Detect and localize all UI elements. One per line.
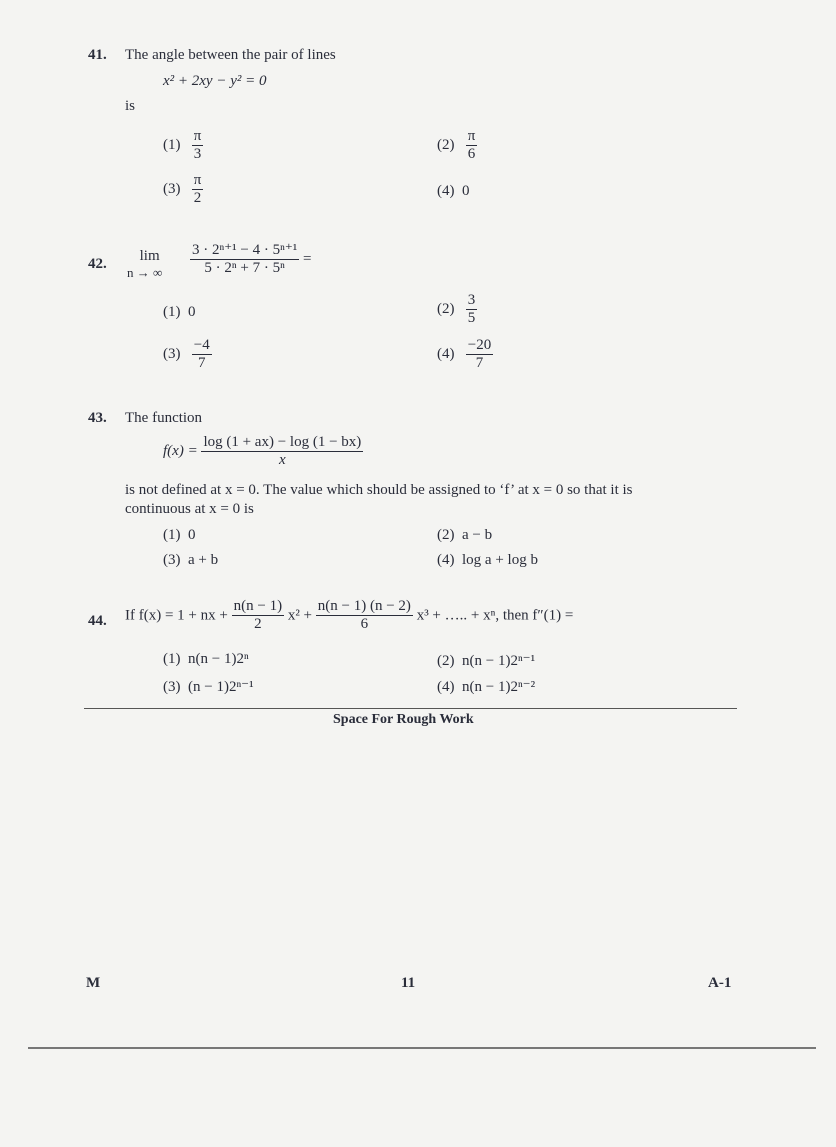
q43-stem: The function — [125, 410, 203, 426]
q42-expression: $\frac{\text{3 · 2ⁿ⁺¹ − 4 · 5ⁿ⁺¹}}{\text{5 · 2ⁿ + 7 · 5ⁿ}}$ = — [192, 242, 312, 277]
page-number: 11 — [401, 975, 416, 991]
q41-option-3: (3) $\frac{\pi}{2}$ — [163, 172, 202, 207]
q42-option-4: (4) $\frac{-20}{7}$ — [437, 337, 492, 372]
q43-number: 43. — [88, 410, 107, 426]
rough-work-heading: Space For Rough Work — [333, 712, 474, 727]
q42-number: 42. — [88, 256, 107, 272]
q41-stem: The angle between the pair of lines — [125, 47, 336, 63]
q42-option-1: (1) 0 — [163, 304, 196, 320]
q44-number: 44. — [88, 613, 107, 629]
q41-option-1: (1) $\frac{\pi}{3}$ — [163, 128, 202, 163]
q41-option-4: (4) 0 — [437, 183, 470, 199]
q42-limit: lim n → ∞ — [127, 248, 163, 280]
q44-option-2: (2) n(n − 1)2ⁿ⁻¹ — [437, 653, 536, 669]
q44-option-4: (4) n(n − 1)2ⁿ⁻² — [437, 679, 536, 695]
footer-left: M — [86, 975, 101, 991]
rough-work-divider — [84, 708, 737, 709]
q43-text-line1: is not defined at x = 0. The value which should be assigned to ‘f’ at x = 0 so that it is — [125, 482, 633, 498]
q43-text-line2: continuous at x = 0 is — [125, 501, 254, 517]
page-bottom-edge — [28, 1047, 816, 1049]
q44-option-3: (3) (n − 1)2ⁿ⁻¹ — [163, 679, 254, 695]
q42-option-2: (2) $\frac{3}{5}$ — [437, 292, 476, 327]
q43-option-1: (1) 0 — [163, 527, 196, 543]
q41-option-2: (2) $\frac{\pi}{6}$ — [437, 128, 476, 163]
q41-number: 41. — [88, 47, 107, 63]
q44-option-1: (1) n(n − 1)2ⁿ — [163, 651, 249, 667]
q44-stem: If f(x) = 1 + nx + $\frac{n(n - 1)}{2}$ x² + $\frac{n(n - 1) (n - 2)}{6}$ x³ + ….. + xⁿ, then f″(1) = — [125, 598, 574, 633]
q43-function: f(x) = $\frac{\log (1 + ax) - \log (1 - bx)}{x}$ — [163, 434, 362, 469]
q41-equation: x² + 2xy − y² = 0 — [163, 73, 267, 89]
q42-option-3: (3) $\frac{-4}{7}$ — [163, 337, 210, 372]
q43-option-2: (2) a − b — [437, 527, 493, 543]
footer-right: A-1 — [708, 975, 732, 991]
q41-tail: is — [125, 98, 136, 114]
q43-option-4: (4) log a + log b — [437, 552, 538, 568]
q43-option-3: (3) a + b — [163, 552, 219, 568]
